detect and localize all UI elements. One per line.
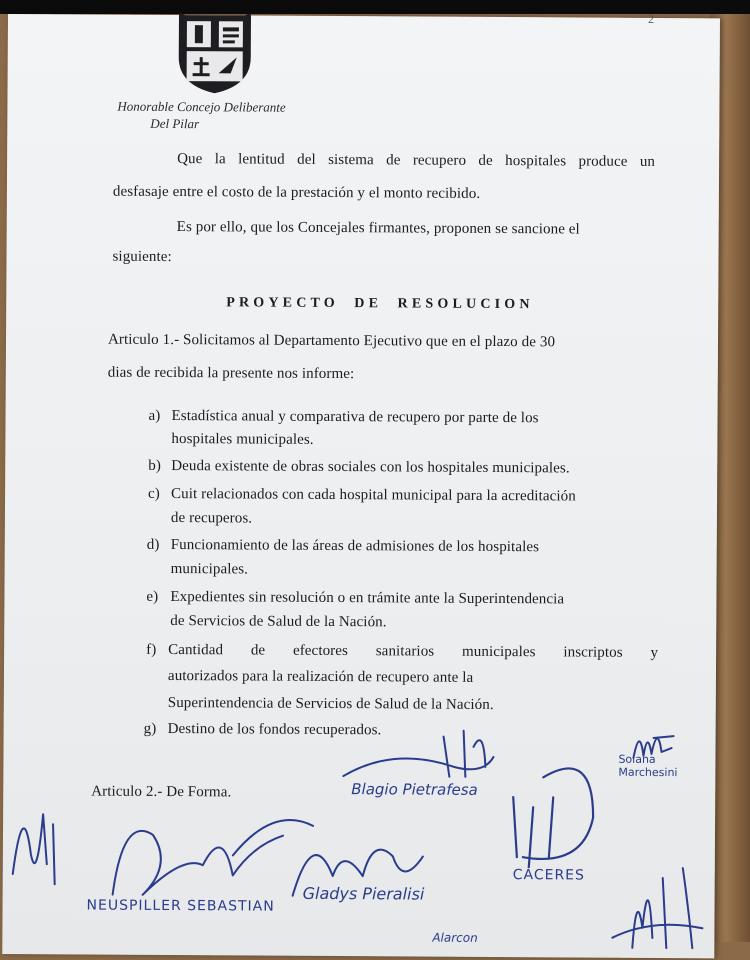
- list-item: de Servicios de Salud de la Nación.: [170, 613, 387, 631]
- signature-scribble: [272, 816, 453, 927]
- photo-top-border: [0, 0, 750, 14]
- coat-of-arms-icon: [173, 11, 258, 96]
- list-item: de recuperos.: [170, 510, 253, 527]
- paragraph-line: siguiente:: [112, 248, 172, 266]
- list-item-marker: a): [148, 407, 161, 424]
- list-item-marker: e): [146, 588, 159, 605]
- letterhead-line-1: Honorable Concejo Deliberante: [117, 98, 286, 115]
- signature-caceres: CÁCERES: [512, 867, 585, 884]
- list-item: Destino de los fondos recuperados.: [167, 720, 382, 739]
- document-page: [2, 11, 720, 958]
- article-2: Articulo 2.- De Forma.: [91, 783, 232, 801]
- signature-neuspiller: NEUSPILLER SEBASTIAN: [86, 897, 275, 915]
- paragraph-line: desfasaje entre el costo de la prestación y el monto recibido.: [112, 183, 481, 202]
- list-item: Cantidad de efectores sanitarios municipales inscriptos y: [168, 641, 659, 661]
- signature-pietrafesa: Blagio Pietrafesa: [351, 780, 478, 799]
- list-item: Estadística anual y comparativa de recupero por parte de los: [171, 408, 539, 427]
- page-number: 2: [647, 11, 655, 26]
- paragraph-line: Es por ello, que los Concejales firmantes, proponen se sancione el: [176, 219, 580, 238]
- signature-alarcon: Alarcon: [432, 930, 478, 945]
- list-item: municipales.: [170, 561, 249, 578]
- article-1-line: dias de recibida la presente nos informe:: [107, 364, 355, 383]
- signature-scribble: [592, 848, 713, 960]
- list-item: autorizados para la realización de recupero ante la: [167, 667, 474, 686]
- list-item: Cuit relacionados con cada hospital municipal para la acreditación: [171, 486, 576, 505]
- list-item-marker: d): [146, 536, 160, 553]
- document-heading: PROYECTO DE RESOLUCION: [226, 295, 534, 313]
- list-item: hospitales municipales.: [171, 431, 314, 448]
- letterhead-line-2: Del Pilar: [150, 115, 200, 132]
- list-item: Deuda existente de obras sociales con los hospitales municipales.: [171, 458, 570, 477]
- list-item: Superintendencia de Servicios de Salud de la Nación.: [167, 694, 494, 713]
- signature-pieralisi: Gladys Pieralisi: [302, 883, 425, 904]
- article-1-line: Articulo 1.- Solicitamos al Departamento Ejecutivo que en el plazo de 30: [107, 331, 556, 351]
- paragraph-line: Que la lentitud del sistema de recupero de hospitales produce un: [177, 151, 656, 170]
- list-item-marker: g): [143, 720, 157, 737]
- list-item-marker: c): [148, 485, 160, 502]
- list-item: Expedientes sin resolución o en trámite ante la Superintendencia: [170, 589, 565, 608]
- list-item-marker: b): [148, 457, 161, 474]
- list-item-marker: f): [146, 641, 157, 658]
- signature-solana: Solana Marchesini: [618, 752, 678, 780]
- list-item: Funcionamiento de las áreas de admisiones de los hospitales: [170, 537, 540, 556]
